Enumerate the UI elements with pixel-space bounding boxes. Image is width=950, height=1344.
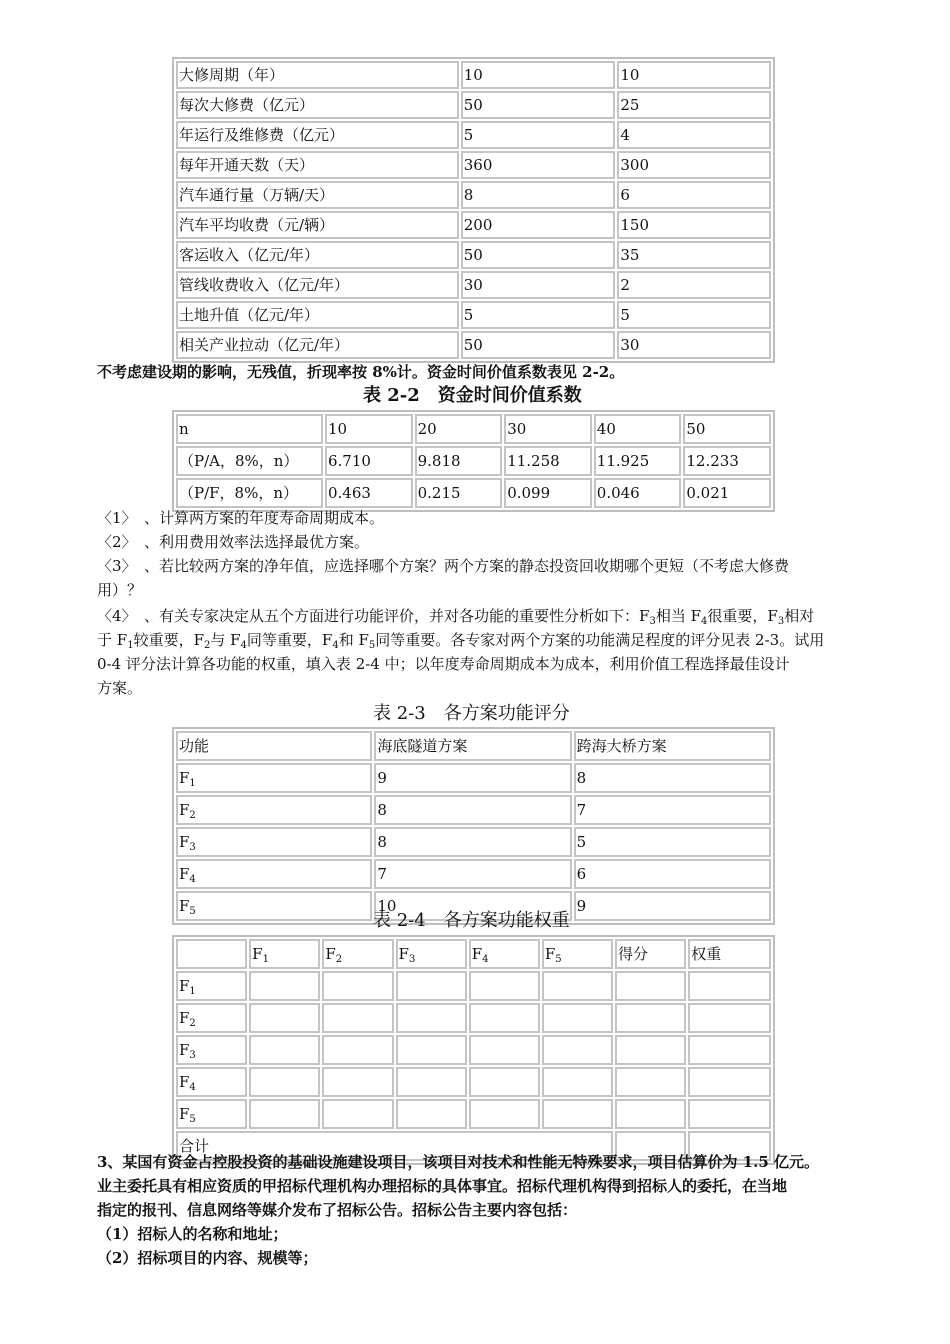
table-row [176, 971, 771, 1001]
table-cell: 大修周期（年） [176, 61, 459, 89]
table-cell: 50 [461, 241, 616, 269]
empty-cell [469, 1003, 540, 1033]
table-cell: 300 [617, 151, 771, 179]
table-cell: 每次大修费（亿元） [176, 91, 459, 119]
table-row [176, 795, 771, 825]
table-row [176, 763, 771, 793]
header-cell [469, 939, 540, 969]
table-cell: 汽车平均收费（元/辆） [176, 211, 459, 239]
question-4-line-1: 〈4〉 、有关专家决定从五个方面进行功能评价，并对各功能的重要性分析如下：$F_3$相当 $F_4$很重要，$F_3$相对 [97, 607, 815, 627]
cell-letter: F [398, 945, 409, 963]
table-cell: 土地升值（亿元/年） [176, 301, 459, 329]
cell-subscript: 2 [335, 954, 343, 965]
table-row [176, 1067, 771, 1097]
table-cell: 0.463 [325, 478, 413, 508]
table-cell: 50 [461, 331, 616, 359]
empty-cell [249, 1099, 320, 1129]
table-row [176, 478, 771, 508]
cell-subscript: 5 [189, 1114, 196, 1125]
table-cell: 5 [461, 301, 616, 329]
empty-cell [542, 1035, 613, 1065]
cell-letter: F [179, 1073, 190, 1091]
cell-letter: F [179, 977, 190, 995]
table-cell: 4 [617, 121, 771, 149]
table-row [176, 91, 771, 119]
cell-letter: F [325, 945, 336, 963]
cell-letter: F [179, 1009, 190, 1027]
table-cell: 5 [617, 301, 771, 329]
cell-subscript: 1 [189, 986, 196, 997]
empty-cell [688, 1099, 771, 1129]
question-3-line-1: 〈3〉 、若比较两方案的净年值，应选择哪个方案？两个方案的静态投资回收期哪个更短（不考虑大修费 [97, 557, 790, 575]
empty-cell [396, 1099, 467, 1129]
table-cell: 客运收入（亿元/年） [176, 241, 459, 269]
empty-cell [542, 971, 613, 1001]
section-3-line-1: 3、某国有资金占控股投资的基础设施建设项目，该项目对技术和性能无特殊要求，项目估算价为 1.5 亿元。 [97, 1153, 819, 1171]
empty-cell [396, 1035, 467, 1065]
empty-cell [688, 1003, 771, 1033]
function-cell [176, 859, 372, 889]
table-cell: 6 [617, 181, 771, 209]
table-cell: 10 [374, 891, 571, 921]
table-cell: 汽车通行量（万辆/天） [176, 181, 459, 209]
table-row [176, 271, 771, 299]
table-row [176, 331, 771, 359]
empty-cell [322, 1067, 393, 1097]
cell-letter: F [179, 833, 190, 851]
table-row [176, 61, 771, 89]
table-cell: 0.021 [683, 478, 771, 508]
question-4-line-2: 于 $F_1$较重要，$F_2$与 $F_4$同等重要，$F_4$和 $F_5$同等重要。各专家对两个方案的功能满足程度的评分见表 2-3。试用 [97, 631, 825, 651]
table-2-4-caption: 表 2-4 各方案功能权重 [373, 910, 570, 931]
cell-letter: F [179, 801, 190, 819]
table-cell: 150 [617, 211, 771, 239]
empty-cell [542, 1003, 613, 1033]
table-cell: 8 [574, 763, 771, 793]
table-cell: 8 [374, 827, 571, 857]
cell-subscript: 2 [189, 810, 196, 821]
header-cell: 功能 [176, 731, 372, 761]
empty-cell [322, 1035, 393, 1065]
table-cell: 360 [461, 151, 616, 179]
table-cell: 10 [461, 61, 616, 89]
table-row [176, 241, 771, 269]
table-cell: 11.258 [504, 446, 592, 476]
table-row [176, 211, 771, 239]
question-3-line-2: 用）？ [97, 581, 143, 599]
table-cell: 8 [374, 795, 571, 825]
table-cell: 10 [617, 61, 771, 89]
table-header-row [176, 939, 771, 969]
table-cell: （P/A，8%，n） [176, 446, 323, 476]
empty-cell [615, 1003, 686, 1033]
table-cell: 50 [461, 91, 616, 119]
empty-cell [542, 1099, 613, 1129]
header-cell: 20 [415, 414, 503, 444]
time-value-table [172, 410, 775, 512]
table-row [176, 1003, 771, 1033]
score-header: 得分 [615, 939, 686, 969]
empty-cell [322, 971, 393, 1001]
function-weight-table [172, 935, 775, 1165]
empty-cell [469, 1035, 540, 1065]
row-label [176, 971, 247, 1001]
cell-subscript: 1 [189, 778, 196, 789]
cell-subscript: 5 [555, 954, 562, 965]
empty-cell [249, 1035, 320, 1065]
header-cell [542, 939, 613, 969]
section-3-line-3: 指定的报刊、信息网络等媒介发布了招标公告。招标公告主要内容包括： [97, 1201, 578, 1219]
header-cell: 30 [504, 414, 592, 444]
cell-subscript: 5 [189, 906, 196, 917]
table-2-3-caption: 表 2-3 各方案功能评分 [373, 703, 570, 724]
row-label [176, 1099, 247, 1129]
empty-cell [322, 1099, 393, 1129]
table-cell: 每年开通天数（天） [176, 151, 459, 179]
table-row [176, 446, 771, 476]
empty-cell [469, 1099, 540, 1129]
empty-cell [322, 1003, 393, 1033]
question-4-line-4: 方案。 [97, 679, 143, 697]
table-cell: 0.215 [415, 478, 503, 508]
function-cell [176, 763, 372, 793]
cell-letter: F [544, 945, 556, 963]
table-row [176, 827, 771, 857]
empty-cell [615, 971, 686, 1001]
section-3-item-2: （2）招标项目的内容、规模等； [97, 1249, 318, 1267]
function-cell [176, 827, 372, 857]
empty-cell [688, 971, 771, 1001]
table-cell: 年运行及维修费（亿元） [176, 121, 459, 149]
cell-subscript: 4 [189, 874, 196, 885]
cell-letter: F [179, 1041, 190, 1059]
table-cell: 0.046 [594, 478, 682, 508]
table-cell: 9 [574, 891, 771, 921]
function-score-table [172, 727, 775, 925]
table-cell: 30 [617, 331, 771, 359]
header-cell: 40 [594, 414, 682, 444]
empty-cell [469, 1067, 540, 1097]
table-row [176, 121, 771, 149]
cell-letter: F [471, 945, 483, 963]
cell-subscript: 4 [189, 1082, 196, 1093]
parameter-table [172, 57, 775, 363]
question-4-line-3: 0-4 评分法计算各功能的权重，填入表 2-4 中；以年度寿命周期成本为成本，利用价值工程选择最佳设计 [97, 655, 790, 673]
table-cell: 相关产业拉动（亿元/年） [176, 331, 459, 359]
discount-note: 不考虑建设期的影响，无残值，折现率按 8%计。资金时间价值系数表见 2-2。 [97, 363, 625, 381]
table-row [176, 1099, 771, 1129]
header-cell: 跨海大桥方案 [574, 731, 771, 761]
function-cell [176, 891, 372, 921]
table-cell: 7 [574, 795, 771, 825]
table-cell: 25 [617, 91, 771, 119]
row-label [176, 1067, 247, 1097]
table-cell: 11.925 [594, 446, 682, 476]
header-cell: 海底隧道方案 [374, 731, 571, 761]
table-row [176, 1035, 771, 1065]
cell-subscript: 3 [189, 842, 196, 853]
row-label [176, 1035, 247, 1065]
table-cell: 5 [461, 121, 616, 149]
weight-header: 权重 [688, 939, 771, 969]
header-cell [396, 939, 467, 969]
table-cell: 0.099 [504, 478, 592, 508]
table-cell: 9.818 [415, 446, 503, 476]
table-cell: 管线收费收入（亿元/年） [176, 271, 459, 299]
table-cell: 6.710 [325, 446, 413, 476]
table-cell: 35 [617, 241, 771, 269]
table-cell: 30 [461, 271, 616, 299]
table-header-row [176, 414, 771, 444]
table-row [176, 181, 771, 209]
table-cell: 6 [574, 859, 771, 889]
table-cell: 9 [374, 763, 571, 793]
table-row [176, 151, 771, 179]
table-cell: 2 [617, 271, 771, 299]
cell-letter: F [252, 945, 263, 963]
header-cell: 10 [325, 414, 413, 444]
table-cell: 7 [374, 859, 571, 889]
empty-cell [249, 1067, 320, 1097]
header-cell: n [176, 414, 323, 444]
cell-subscript: 3 [408, 954, 416, 965]
function-cell [176, 795, 372, 825]
empty-cell [615, 1099, 686, 1129]
section-3-item-1: （1）招标人的名称和地址； [97, 1225, 288, 1243]
empty-cell [688, 1067, 771, 1097]
empty-cell [615, 1067, 686, 1097]
table-row [176, 301, 771, 329]
section-3-line-2: 业主委托具有相应资质的甲招标代理机构办理招标的具体事宜。招标代理机构得到招标人的委托，在当地 [97, 1177, 788, 1195]
header-cell: 50 [683, 414, 771, 444]
empty-cell [249, 971, 320, 1001]
table-cell: 5 [574, 827, 771, 857]
header-cell [322, 939, 393, 969]
cell-letter: F [179, 1105, 190, 1123]
empty-cell [396, 1003, 467, 1033]
question-1: 〈1〉 、计算两方案的年度寿命周期成本。 [97, 509, 385, 527]
cell-subscript: 1 [262, 954, 269, 965]
table-cell: 12.233 [683, 446, 771, 476]
total-label: 合计 [176, 1131, 613, 1161]
table-row [176, 859, 771, 889]
empty-cell [688, 1035, 771, 1065]
empty-cell [396, 971, 467, 1001]
empty-cell [396, 1067, 467, 1097]
row-label [176, 1003, 247, 1033]
empty-cell [542, 1067, 613, 1097]
empty-cell [249, 1003, 320, 1033]
cell-letter: F [179, 865, 190, 883]
table-cell: 8 [461, 181, 616, 209]
table-cell: （P/F，8%，n） [176, 478, 323, 508]
cell-subscript: 4 [482, 954, 489, 965]
cell-letter: F [179, 769, 190, 787]
cell-subscript: 3 [189, 1050, 196, 1061]
empty-cell [469, 971, 540, 1001]
table-header-row [176, 731, 771, 761]
corner-cell [176, 939, 247, 969]
cell-letter: F [179, 897, 190, 915]
header-cell [249, 939, 320, 969]
empty-cell [615, 1035, 686, 1065]
cell-subscript: 2 [189, 1018, 196, 1029]
table-2-2-caption: 表 2-2 资金时间价值系数 [363, 385, 582, 406]
question-2: 〈2〉 、利用费用效率法选择最优方案。 [97, 533, 370, 551]
table-cell: 200 [461, 211, 616, 239]
